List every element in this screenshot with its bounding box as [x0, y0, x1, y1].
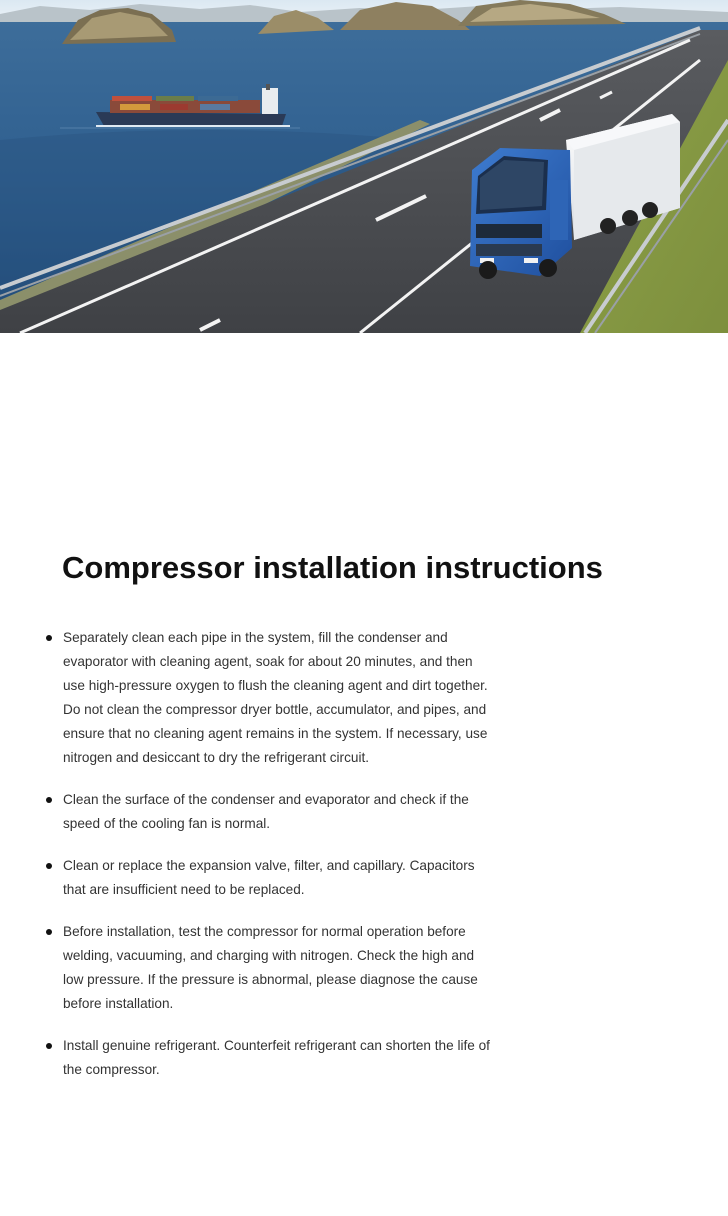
- bullet-icon: [46, 797, 52, 803]
- list-item-text: Before installation, test the compressor for normal operation before welding, vacuuming, and charging with nitrogen. Check the high and low pressure. If the pressure is abnormal, please diagnose the cause before installation.: [63, 924, 478, 1011]
- instruction-list: [0, 626, 728, 1082]
- bullet-icon: [46, 635, 52, 641]
- bullet-icon: [46, 863, 52, 869]
- list-item-text: Clean the surface of the condenser and evaporator and check if the speed of the cooling fan is normal.: [63, 792, 469, 831]
- list-item: [0, 920, 493, 1016]
- hero-image: [0, 0, 728, 333]
- list-item: [0, 854, 493, 902]
- bullet-icon: [46, 1043, 52, 1049]
- list-item: [0, 1034, 493, 1082]
- list-item-text: Clean or replace the expansion valve, filter, and capillary. Capacitors that are insufficient need to be replaced.: [63, 858, 475, 897]
- list-item-text: Separately clean each pipe in the system, fill the condenser and evaporator with cleaning agent, soak for about 20 minutes, and then use high-pressure oxygen to flush the cleaning agent and dirt together. Do not clean the compressor dryer bottle, accumulator, and pipes, and ensure that no cleaning agent remains in the system. If necessary, use nitrogen and desiccant to dry the refrigerant circuit.: [63, 630, 488, 765]
- list-item: [0, 626, 493, 770]
- list-item-text: Install genuine refrigerant. Counterfeit refrigerant can shorten the life of the compressor.: [63, 1038, 490, 1077]
- list-item: [0, 788, 493, 836]
- highway-truck-ship-photo: [0, 0, 728, 333]
- page-title: Compressor installation instructions: [62, 550, 603, 585]
- bullet-icon: [46, 929, 52, 935]
